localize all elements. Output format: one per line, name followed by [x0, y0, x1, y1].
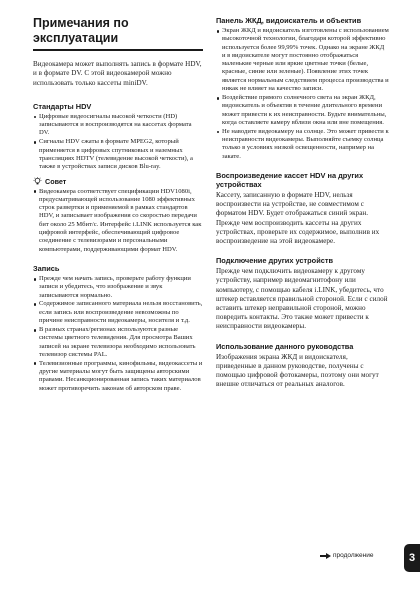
list-item: Содержимое записанного материала нельзя восстановить, если запись или воспроизведение невозможны по причине неисправности видеокамеры, носителя и т.д.: [33, 300, 203, 325]
guide-heading: Использование данного руководства: [216, 341, 354, 351]
hdv-bullet-list: [33, 113, 203, 172]
arrow-right-icon: [320, 553, 331, 559]
tip-bullet-list: [33, 188, 203, 254]
page-title: Примечания по эксплуатации: [33, 16, 203, 51]
list-item: Прежде чем начать запись, проверьте работу функции записи и убедитесь, что изображение и звук записываются нормально.: [33, 275, 203, 300]
list-item: Не наводите видеокамеру на солнце. Это может привести к неисправности видеокамеры. Выполняйте съемку солнца только в условиях низкой освещенности, например на закате.: [216, 128, 389, 161]
list-item: Воздействие прямого солнечного света на экран ЖКД, видоискатель и объектив в течение длительного времени может привести к их неисправности. Будьте внимательны, когда оставляете камеру вблизи окна или вне помещения.: [216, 94, 389, 127]
list-item: Телевизионные программы, кинофильмы, видеокассеты и другие материалы могут быть защищены авторскими правами. Несанкционированная запись таких материалов может противоречить законам об авторском праве.: [33, 360, 203, 393]
intro-paragraph: Видеокамера может выполнять запись в формате HDV, и в формате DV. С этой видеокамерой можно использовать только кассеты miniDV.: [33, 60, 202, 87]
lightbulb-icon: [33, 177, 42, 186]
tip-heading: [33, 177, 203, 186]
page-number: 3: [408, 552, 416, 564]
list-item: В разных странах/регионах используются разные системы цветного телевидения. Для просмотра Ваших записей на экране телевизора необходимо использовать телевизор системы PAL.: [33, 326, 203, 359]
playback-heading: Воспроизведение кассет HDV на других устройствах: [216, 170, 364, 189]
lcd-bullet-list: [216, 27, 389, 161]
recording-heading: Запись: [33, 263, 60, 273]
hdv-standards-heading: Стандарты HDV: [33, 101, 92, 111]
recording-bullet-list: [33, 275, 203, 393]
playback-paragraph: Кассету, записанную в формате HDV, нельзя воспроизвести на устройстве, не совместимом с форматом HDV. Будет отображаться синий экран. Прежде чем воспроизводить кассеты на других устройствах, проверьте их содержимое, выполнив их воспроизведение на этой видеокамере.: [216, 190, 380, 245]
guide-paragraph: Изображения экрана ЖКД и видоискателя, приведенные в данном руководстве, получены с помощью цифровой фотокамеры, поэтому они могут внешне отличаться от реальных аналогов.: [216, 352, 379, 389]
list-item: Сигналы HDV сжаты в формате MPEG2, который применяется в цифровых спутниковых и наземных трансляциях HDTV (телевидение высокой четкости), а также в устройствах записи дисков Blu-ray.: [33, 138, 203, 171]
left-column: [33, 16, 203, 393]
page-number-tab: [404, 544, 420, 572]
connect-heading: Подключение других устройств: [216, 256, 334, 266]
right-column: [216, 16, 389, 389]
continued-label: продолжение: [333, 552, 374, 559]
lcd-heading: Панель ЖКД, видоискатель и объектив: [216, 16, 362, 25]
tip-label: Совет: [45, 176, 67, 186]
continued-marker: [320, 552, 373, 560]
list-item: Экран ЖКД и видоискатель изготовлены с использованием высокоточной технологии, благодаря которой эффективно используется более 99,99% точек. Однако на экране ЖКД и в видоискателе могут постоянно отображаться маленькие черные или яркие цветные точки (белые, красные, синие или зеленые). Появление этих точек является нормальным следствием процесса производства и никак не влияет на качество записи.: [216, 27, 389, 93]
connect-paragraph: Прежде чем подключить видеокамеру к другому устройству, например видеомагнитофону или компьютеру, с помощью кабеля i.LINK, убедитесь, что штекер вставляется правильной стороной. Если с силой вставить штекер неправильной стороной, можно повредить контакты. Это также может привести к неисправности видеокамеры.: [216, 267, 388, 331]
list-item: Цифровые видеосигналы высокой четкости (HD) записываются и воспроизводятся на кассетах формата DV.: [33, 113, 203, 138]
list-item: Видеокамера соответствует спецификации HDV1080i, предусматривающей использование 1080 эффективных строк развертки и применяемой в рамках стандартов HDV, и записывает изображения со скоростью передачи бит около 25 Мбит/с. Интерфейс i.LINK используется как цифровой интерфейс, обеспечивающий цифровое соединение с телевизорами и персональными компьютерами, поддерживающими формат HDV.: [33, 188, 203, 254]
